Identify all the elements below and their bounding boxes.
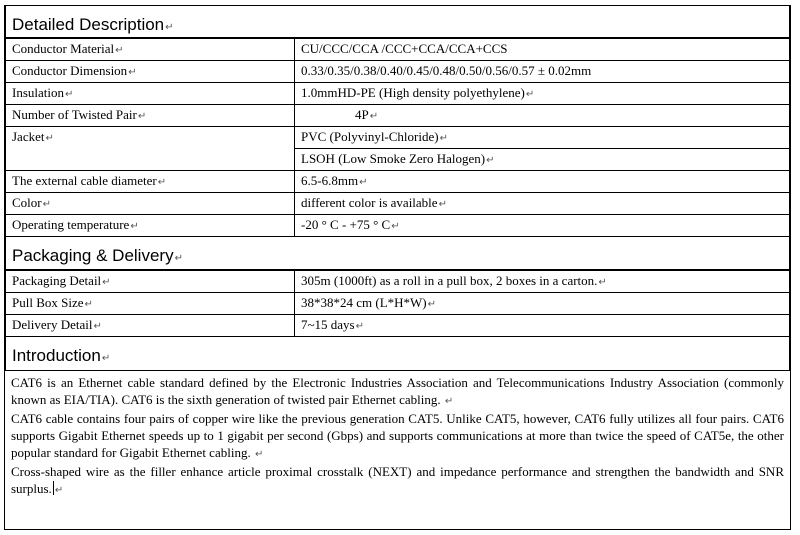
packaging-value: 305m (1000ft) as a roll in a pull box, 2 boxes in a carton.↵	[295, 271, 790, 293]
heading-text: Detailed Description	[12, 15, 165, 34]
table-row	[6, 127, 790, 149]
table-row	[6, 39, 790, 61]
heading-text: Packaging & Delivery	[12, 246, 174, 265]
introduction-body	[5, 371, 790, 499]
paragraph-mark: ↵	[165, 22, 174, 33]
spec-label: Number of Twisted Pair↵	[6, 105, 295, 127]
spec-label: Conductor Dimension↵	[6, 61, 295, 83]
packaging-label: Delivery Detail↵	[6, 315, 295, 337]
spec-value: 4P↵	[295, 105, 790, 127]
table-row	[6, 193, 790, 215]
spec-value: CU/CCC/CCA /CCC+CCA/CCA+CCS	[295, 39, 790, 61]
spec-label: Operating temperature↵	[6, 215, 295, 237]
packaging-value: 7~15 days↵	[295, 315, 790, 337]
specs-table	[5, 38, 790, 237]
packaging-label: Pull Box Size↵	[6, 293, 295, 315]
section-heading-packaging	[5, 237, 790, 270]
spec-label: Jacket↵	[6, 127, 295, 171]
document	[4, 5, 791, 530]
packaging-label: Packaging Detail↵	[6, 271, 295, 293]
spec-label: The external cable diameter↵	[6, 171, 295, 193]
table-row	[6, 293, 790, 315]
intro-paragraph: Cross-shaped wire as the filler enhance article proximal crosstalk (NEXT) and impedance performance and strengthen the bandwidth and SNR surplus. ↵	[11, 464, 784, 496]
spec-label: Insulation↵	[6, 83, 295, 105]
table-row	[6, 215, 790, 237]
spec-value: PVC (Polyvinyl-Chloride)↵	[295, 127, 790, 149]
table-row	[6, 61, 790, 83]
paragraph-mark: ↵	[101, 353, 111, 364]
table-row	[6, 105, 790, 127]
spec-label: Conductor Material↵	[6, 39, 295, 61]
intro-paragraph: CAT6 is an Ethernet cable standard defined by the Electronic Industries Association and Telecommunications Industry Association (commonly known as EIA/TIA). CAT6 is the sixth generation of twisted pair Ethernet cabling. ↵	[11, 375, 784, 407]
table-row	[6, 271, 790, 293]
intro-paragraph: CAT6 cable contains four pairs of copper wire like the previous generation CAT5. Unlike CAT5, however, CAT6 fully utilizes all four pairs. CAT6 supports Gigabit Ethernet speeds up to 1 gigabit per second (Gbps) and supports communications at more than twice the speed of CAT5e, the other popular standard for Gigabit Ethernet cabling. ↵	[11, 411, 784, 460]
packaging-value: 38*38*24 cm (L*H*W)↵	[295, 293, 790, 315]
spec-value: -20 ° C - +75 ° C↵	[295, 215, 790, 237]
table-row	[6, 171, 790, 193]
table-row	[6, 83, 790, 105]
section-heading-introduction	[5, 337, 790, 371]
spec-value: different color is available↵	[295, 193, 790, 215]
text-cursor	[53, 481, 54, 495]
section-heading-detailed-description	[5, 6, 790, 38]
table-row	[6, 315, 790, 337]
spec-label: Color↵	[6, 193, 295, 215]
heading-text: Introduction	[12, 346, 101, 365]
packaging-table	[5, 270, 790, 337]
spec-value: 0.33/0.35/0.38/0.40/0.45/0.48/0.50/0.56/0.57 ± 0.02mm	[295, 61, 790, 83]
spec-value: 1.0mmHD-PE (High density polyethylene)↵	[295, 83, 790, 105]
spec-value: LSOH (Low Smoke Zero Halogen)↵	[295, 149, 790, 171]
paragraph-mark: ↵	[174, 253, 183, 264]
spec-value: 6.5-6.8mm↵	[295, 171, 790, 193]
